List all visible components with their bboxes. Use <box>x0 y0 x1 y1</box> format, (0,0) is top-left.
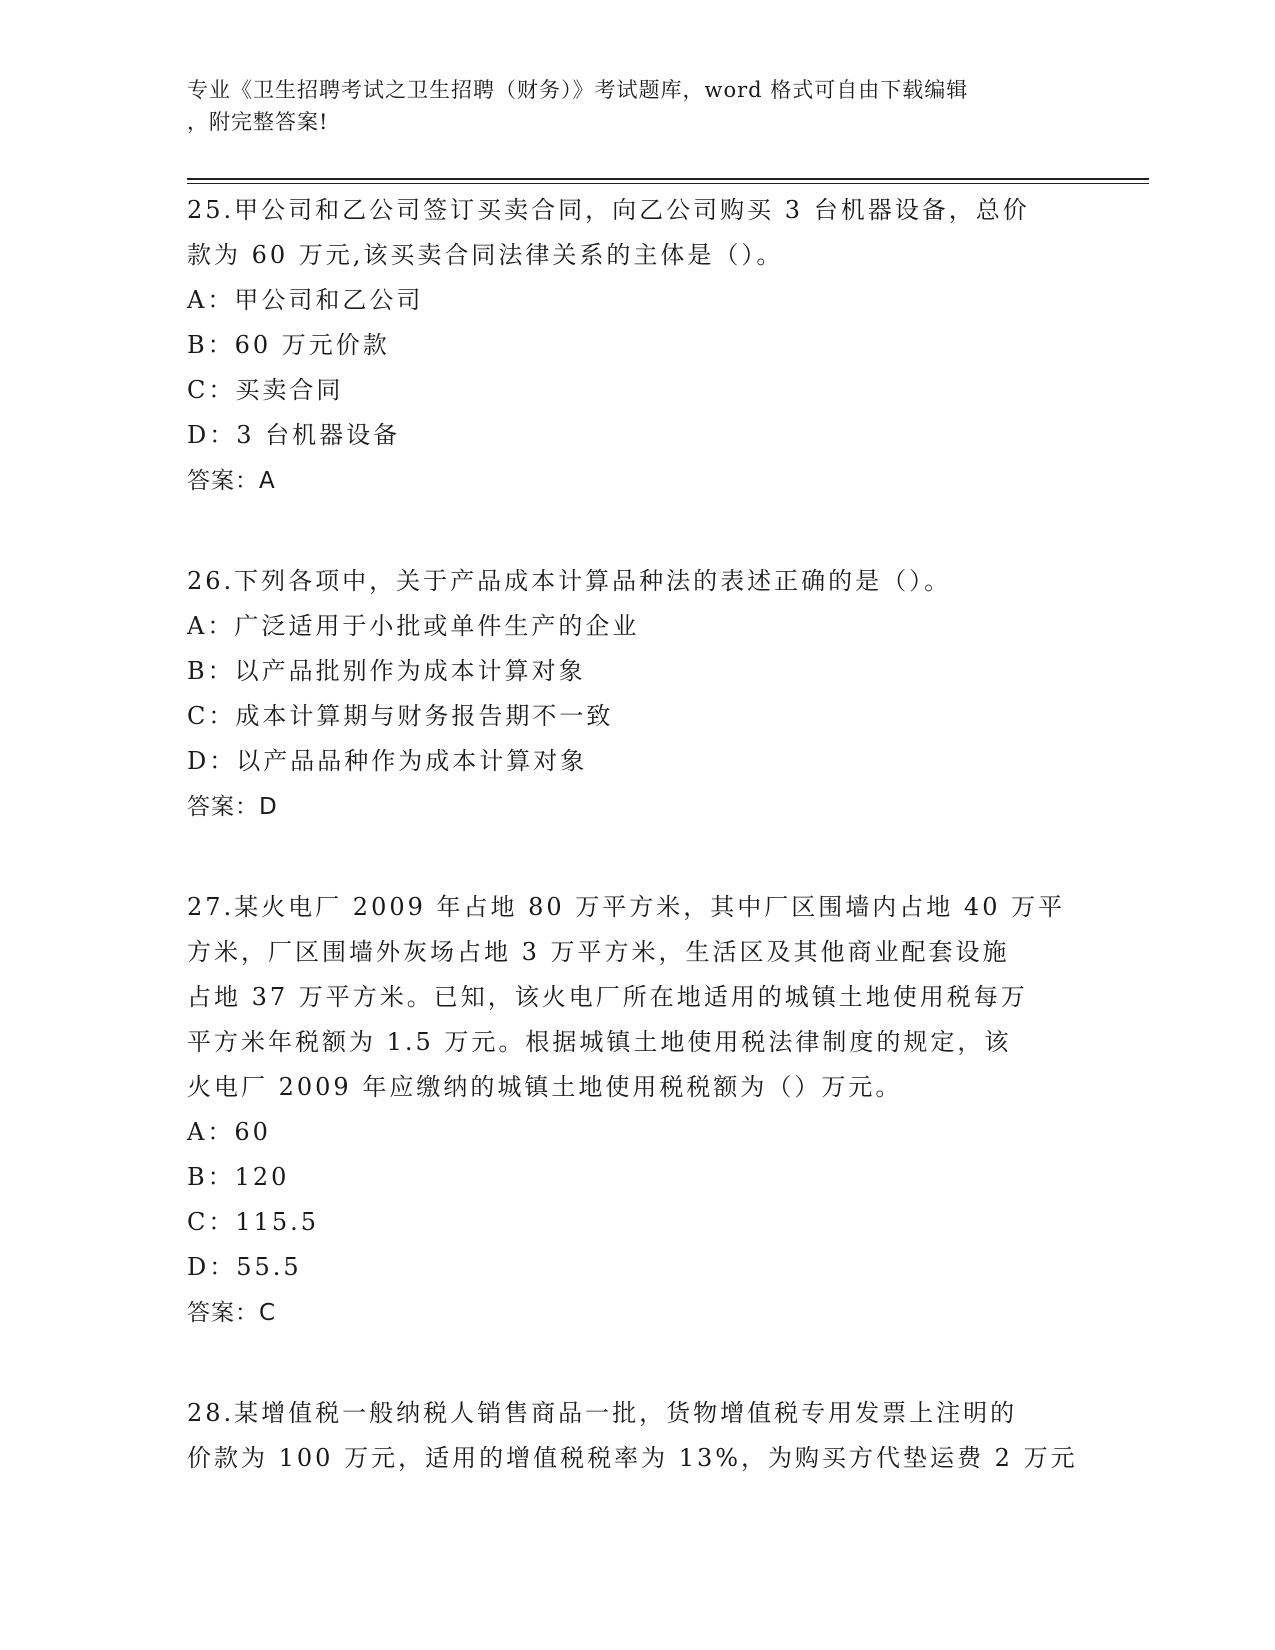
question-text-line: 28.某增值税一般纳税人销售商品一批，货物增值税专用发票上注明的 <box>187 1399 1018 1427</box>
question-text-line: 平方米年税额为 1.5 万元。根据城镇土地使用税法律制度的规定，该 <box>187 1028 1012 1056</box>
question-text-line: 25.甲公司和乙公司签订买卖合同，向乙公司购买 3 台机器设备，总价 <box>187 196 1030 224</box>
question-text-line: 26.下列各项中，关于产品成本计算品种法的表述正确的是（）。 <box>187 567 952 595</box>
question-list <box>187 188 1087 1538</box>
header-divider-thin <box>187 183 1149 184</box>
question-text-line: 价款为 100 万元，适用的增值税税率为 13%，为购买方代垫运费 2 万元 <box>187 1444 1078 1472</box>
answer-label: 答案：C <box>187 1300 277 1326</box>
document-header <box>187 74 1087 138</box>
question-text-line: 占地 37 万平方米。已知，该火电厂所在地适用的城镇土地使用税每万 <box>187 983 1028 1011</box>
question-27 <box>187 885 1087 1334</box>
option-a: A：60 <box>187 1118 271 1146</box>
option-d: D：以产品品种作为成本计算对象 <box>187 747 588 775</box>
header-line-2: ，附完整答案! <box>187 110 329 134</box>
option-c: C：115.5 <box>187 1208 320 1236</box>
option-b: B：60 万元价款 <box>187 331 390 359</box>
question-28 <box>187 1391 1087 1481</box>
option-a: A：广泛适用于小批或单件生产的企业 <box>187 612 640 640</box>
option-b: B：120 <box>187 1163 290 1191</box>
option-a: A：甲公司和乙公司 <box>187 286 424 314</box>
answer-label: 答案：A <box>187 468 276 494</box>
question-text-line: 款为 60 万元,该买卖合同法律关系的主体是（）。 <box>187 241 784 269</box>
question-text-line: 27.某火电厂 2009 年占地 80 万平方米，其中厂区围墙内占地 40 万平 <box>187 893 1066 921</box>
question-text-line: 火电厂 2009 年应缴纳的城镇土地使用税税额为（）万元。 <box>187 1073 903 1101</box>
question-26 <box>187 559 1087 828</box>
header-divider-thick <box>187 178 1149 180</box>
answer-label: 答案：D <box>187 794 278 820</box>
option-b: B：以产品批别作为成本计算对象 <box>187 657 586 685</box>
header-line-1: 专业《卫生招聘考试之卫生招聘（财务）》考试题库，word 格式可自由下载编辑 <box>187 78 969 102</box>
option-d: D：3 台机器设备 <box>187 421 401 449</box>
question-25 <box>187 188 1087 502</box>
question-text-line: 方米，厂区围墙外灰场占地 3 万平方米，生活区及其他商业配套设施 <box>187 938 1010 966</box>
option-c: C：买卖合同 <box>187 376 344 404</box>
option-d: D：55.5 <box>187 1253 302 1281</box>
option-c: C：成本计算期与财务报告期不一致 <box>187 702 614 730</box>
